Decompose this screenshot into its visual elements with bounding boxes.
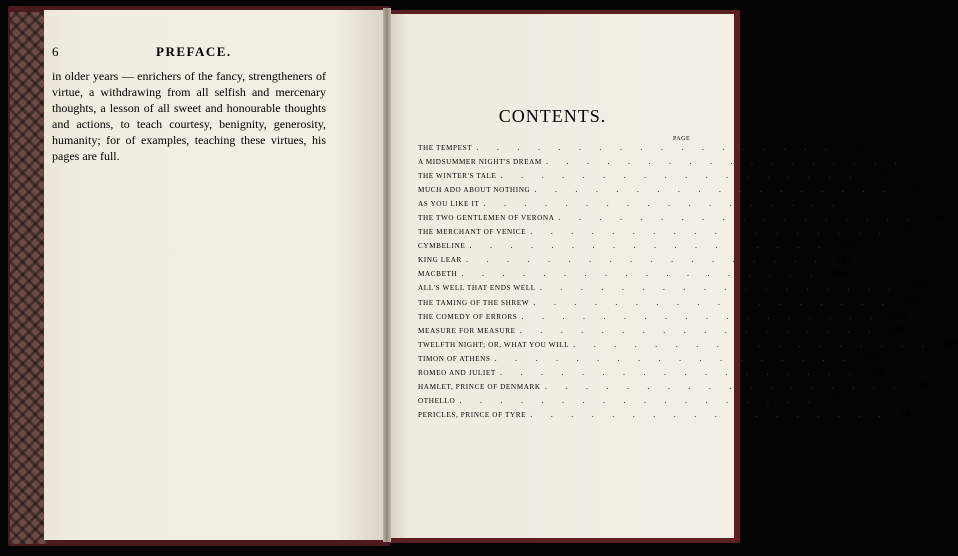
dot-leader: . . . . . . . . . . . . . . . . . . — [573, 338, 932, 349]
toc-entry[interactable] — [418, 280, 925, 294]
dot-leader: . . . . . . . . . . . . . . . . . . — [544, 380, 904, 391]
dot-leader: . . . . . . . . . . . . . . . . . . — [476, 142, 835, 152]
toc-entry[interactable] — [418, 140, 861, 154]
book-gutter — [383, 8, 391, 542]
toc-entry-title: ROMEO AND JULIET — [418, 368, 496, 377]
toc-entry-page: 164 — [831, 268, 847, 280]
toc-entry-page: 93 — [933, 212, 944, 224]
toc-entry[interactable] — [418, 252, 851, 266]
page-number: 6 — [52, 44, 59, 59]
toc-entry-title: THE COMEDY OF ERRORS — [418, 312, 518, 321]
toc-entry-page: 110 — [900, 226, 915, 238]
toc-entry-title: THE TWO GENTLEMEN OF VERONA — [418, 214, 555, 223]
toc-entry-page: 284 — [869, 366, 885, 378]
decorative-spine — [10, 12, 48, 544]
toc-entry-page: 24 — [920, 156, 931, 168]
toc-entry-title: MACBETH — [418, 270, 458, 279]
toc-entry[interactable] — [418, 365, 885, 379]
dot-leader: . . . . . . . . . . . . . . . . . . — [459, 394, 819, 405]
contents-heading: CONTENTS. — [498, 106, 607, 126]
toc-entry-title: OTHELLO — [418, 396, 456, 405]
dot-leader: . . . . . . . . . . . . . . . . . . — [530, 408, 889, 419]
toc-entry-title: CYMBELINE — [418, 242, 466, 251]
dot-leader: . . . . . . . . . . . . . . . . . . — [483, 198, 843, 209]
toc-entry-page: 55 — [909, 184, 920, 196]
toc-entry-title: HAMLET, PRINCE OF DENMARK — [418, 382, 541, 391]
toc-entry-page: 179 — [909, 282, 925, 294]
toc-entry-title: MEASURE FOR MEASURE — [418, 326, 516, 335]
toc-entry[interactable] — [418, 407, 915, 421]
toc-entry-title: MUCH ADO ABOUT NOTHING — [418, 186, 531, 195]
toc-entry[interactable] — [418, 309, 907, 323]
dot-leader: . . . . . . . . . . . . . . . . . . — [499, 366, 859, 377]
toc-entry-title: THE MERCHANT OF VENICE — [418, 228, 527, 237]
toc-entry[interactable] — [418, 224, 915, 238]
running-head: PREFACE. — [156, 44, 232, 59]
dot-leader: . . . . . . . . . . . . . . . . . . — [539, 282, 899, 293]
dot-leader: . . . . . . . . . . . . . . . . . . — [500, 170, 860, 181]
toc-entry[interactable] — [418, 210, 944, 224]
toc-entry-page: 308 — [914, 380, 930, 392]
toc-entry-page: 267 — [864, 352, 880, 364]
table-of-contents — [418, 140, 958, 421]
toc-entry-title: KING LEAR — [418, 256, 462, 265]
toc-entry-page: 249 — [942, 338, 958, 350]
toc-entry-title: THE WINTER'S TALE — [418, 172, 497, 181]
toc-entry-page: 329 — [829, 394, 845, 406]
toc-entry-page: 127 — [839, 240, 855, 252]
dot-leader: . . . . . . . . . . . . . . . . . . — [494, 352, 854, 363]
toc-entry-page: 144 — [835, 254, 851, 266]
toc-entry-title: ALL'S WELL THAT ENDS WELL — [418, 284, 536, 293]
dot-leader: . . . . . . . . . . . . . . . . . . — [465, 254, 825, 265]
dot-leader: . . . . . . . . . . . . . . . . . . — [469, 240, 829, 251]
toc-entry-title: A MIDSUMMER NIGHT'S DREAM — [418, 158, 542, 167]
toc-entry[interactable] — [418, 295, 918, 309]
toc-entry-page: 196 — [902, 296, 918, 308]
toc-entry-page: 9 — [855, 142, 861, 153]
toc-entry[interactable] — [418, 351, 880, 365]
toc-entry-page: 210 — [891, 310, 907, 322]
preface-text: in older years — enrichers of the fancy, strengtheners of virtue, a withdrawing from all selfish and mercenary thoughts, a lesson of all sweet and honourable thoughts and actions, to teach courtesy, benignity, generosity, humanity; for of examples, teaching these virtues, his pages are full. — [52, 69, 326, 163]
toc-entry[interactable] — [418, 337, 958, 351]
toc-entry[interactable] — [418, 238, 855, 252]
dot-leader: . . . . . . . . . . . . . . . . . . — [521, 310, 881, 321]
toc-entry[interactable] — [418, 323, 905, 337]
dot-leader: . . . . . . . . . . . . . . . . . . — [461, 268, 821, 279]
toc-entry-page: 347 — [899, 408, 915, 420]
toc-entry-title: TIMON OF ATHENS — [418, 354, 491, 363]
dot-leader: . . . . . . . . . . . . . . . . . . — [519, 324, 879, 335]
toc-entry-page: 229 — [889, 324, 905, 336]
dot-leader: . . . . . . . . . . . . . . . . . . — [530, 226, 889, 237]
toc-entry-title: THE TAMING OF THE SHREW — [418, 298, 530, 307]
toc-entry[interactable] — [418, 266, 847, 280]
toc-entry-title: TWELFTH NIGHT; OR, WHAT YOU WILL — [418, 340, 570, 349]
toc-entry[interactable] — [418, 379, 930, 393]
toc-entry[interactable] — [418, 182, 920, 196]
page-column-label: PAGE — [673, 136, 691, 142]
toc-entry-title: THE TEMPEST — [418, 144, 473, 152]
toc-entry[interactable] — [418, 168, 886, 182]
dot-leader: . . . . . . . . . . . . . . . . . . — [533, 296, 892, 307]
dot-leader: . . . . . . . . . . . . . . . . . . — [545, 156, 905, 167]
toc-entry[interactable] — [418, 393, 845, 407]
toc-entry[interactable] — [418, 154, 931, 168]
toc-entry-page: 40 — [875, 170, 886, 182]
toc-entry-page: 72 — [858, 198, 869, 210]
toc-entry[interactable] — [418, 196, 869, 210]
toc-entry-title: PERICLES, PRINCE OF TYRE — [418, 410, 527, 419]
dot-leader: . . . . . . . . . . . . . . . . . . — [558, 212, 918, 223]
toc-entry-title: AS YOU LIKE IT — [418, 200, 480, 209]
dot-leader: . . . . . . . . . . . . . . . . . . — [534, 184, 894, 195]
